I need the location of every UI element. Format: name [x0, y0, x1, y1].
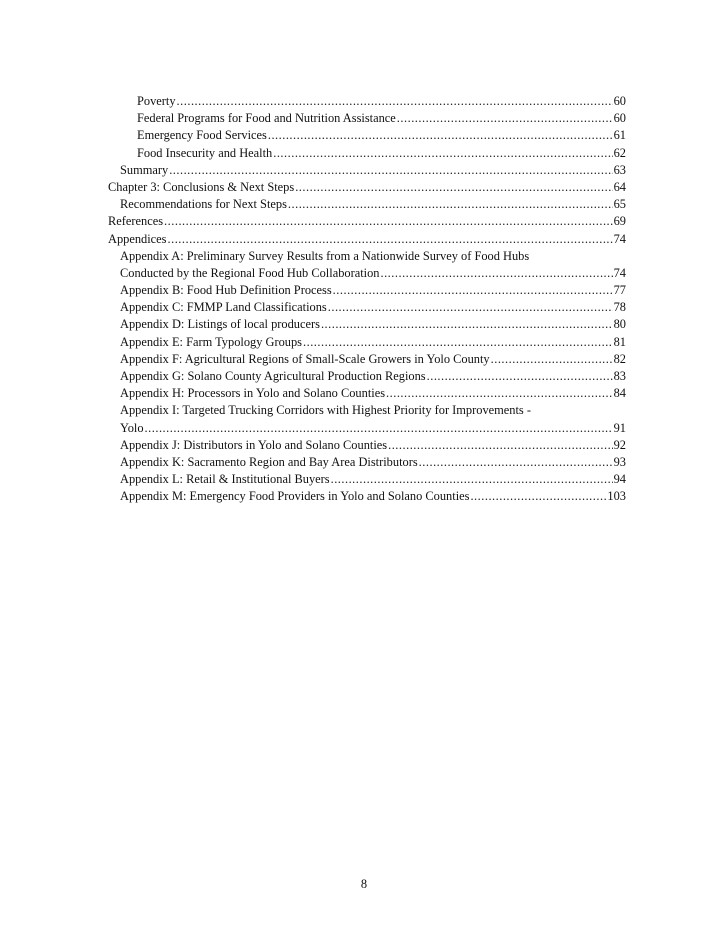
toc-entry-label: Appendix G: Solano County Agricultural Production Regions [120, 369, 426, 383]
dot-leader [168, 231, 613, 248]
toc-entry[interactable] [108, 93, 626, 110]
page-number: 8 [360, 877, 368, 891]
toc-entry-page: 77 [613, 283, 626, 298]
dot-leader [288, 196, 613, 213]
toc-entry[interactable] [108, 351, 626, 368]
toc-entry-page: 103 [607, 489, 626, 504]
dot-leader [145, 420, 613, 437]
toc-entry-page: 93 [613, 454, 626, 469]
toc-entry[interactable] [108, 110, 626, 127]
dot-leader [177, 93, 613, 110]
toc-entry-label: Recommendations for Next Steps [120, 197, 287, 212]
toc-entry-page: 82 [613, 351, 626, 366]
toc-entry-page: 78 [613, 300, 626, 315]
toc-entry[interactable] [108, 471, 626, 488]
toc-entry[interactable] [108, 368, 626, 385]
toc-entry-label: Appendices [108, 231, 167, 246]
toc-entry[interactable] [108, 213, 626, 230]
dot-leader [419, 454, 613, 471]
toc-entry[interactable] [108, 145, 626, 162]
toc-entry-label: Appendix B: Food Hub Definition Process [120, 283, 332, 298]
toc-entry[interactable] [108, 231, 626, 248]
toc-entry-page: 60 [613, 111, 626, 126]
toc-entry-label: Conducted by the Regional Food Hub Collaboration [120, 265, 380, 280]
toc-entry[interactable] [108, 488, 626, 505]
toc-entry-page: 92 [613, 437, 626, 452]
toc-entry-label: Appendix L: Retail & Institutional Buyers [120, 472, 330, 487]
dot-leader [169, 162, 612, 179]
dot-leader [333, 282, 613, 299]
toc-entry-label: Appendix F: Agricultural Regions of Small-Scale Growers in Yolo County [120, 351, 490, 366]
toc-entry-page: 80 [613, 317, 626, 332]
toc-entry[interactable] [108, 162, 626, 179]
toc-entry[interactable] [108, 127, 626, 144]
toc-entry-page: 91 [613, 420, 626, 435]
toc-entry[interactable] [108, 299, 626, 316]
toc-entry[interactable] [108, 179, 626, 196]
toc-entry-first-line[interactable] [108, 248, 626, 265]
toc-entry-label: Poverty [137, 94, 176, 108]
dot-leader [427, 368, 613, 385]
toc-entry[interactable] [108, 454, 626, 471]
toc-entry-label: Appendix D: Listings of local producers [120, 317, 320, 332]
toc-entry-label: Appendix I: Targeted Trucking Corridors with Highest Priority for Improvements - [120, 403, 531, 418]
toc-entry[interactable] [108, 196, 626, 213]
toc-entry-page: 84 [613, 386, 626, 401]
toc-entry-page: 60 [613, 94, 626, 108]
toc-entry[interactable] [108, 385, 626, 402]
toc-entry-page: 61 [613, 128, 626, 143]
toc-entry-label: Yolo [120, 420, 144, 435]
toc-entry-page: 69 [613, 214, 626, 229]
dot-leader [397, 110, 613, 127]
dot-leader [386, 385, 613, 402]
toc-entry-label: Appendix M: Emergency Food Providers in Yolo and Solano Counties [120, 489, 470, 504]
toc-entry-page: 62 [613, 145, 626, 160]
toc-entry-page: 65 [613, 197, 626, 212]
toc-entry-label: Appendix H: Processors in Yolo and Solano Counties [120, 386, 386, 401]
toc-entry-first-line[interactable] [108, 402, 626, 419]
toc-entry-label: Food Insecurity and Health [137, 145, 273, 160]
toc-entry-page: 83 [613, 369, 626, 383]
toc-entry-page: 81 [613, 334, 626, 349]
dot-leader [268, 127, 613, 144]
toc-entry[interactable] [108, 437, 626, 454]
toc-entry[interactable] [108, 282, 626, 299]
dot-leader [388, 437, 613, 454]
toc-entry-page: 64 [613, 179, 626, 194]
dot-leader [328, 299, 613, 316]
toc-entry-label: Chapter 3: Conclusions & Next Steps [108, 179, 295, 194]
dot-leader [331, 471, 613, 488]
toc-entry-page: 74 [613, 231, 626, 246]
dot-leader [164, 213, 613, 230]
toc-entry-label: Federal Programs for Food and Nutrition Assistance [137, 111, 396, 126]
toc-entry-page: 74 [613, 265, 626, 280]
dot-leader [303, 334, 613, 351]
dot-leader [321, 316, 613, 333]
toc-entry-page: 63 [613, 162, 626, 177]
toc-entry-page: 94 [613, 472, 626, 487]
toc-entry-label: Appendix C: FMMP Land Classifications [120, 300, 327, 315]
toc-entry-label: Appendix A: Preliminary Survey Results from a Nationwide Survey of Food Hubs [120, 248, 530, 263]
dot-leader [380, 265, 612, 282]
toc-entry[interactable] [108, 420, 626, 437]
dot-leader [273, 145, 612, 162]
dot-leader [491, 351, 613, 368]
toc-entry[interactable] [108, 334, 626, 351]
toc-entry-label: Appendix K: Sacramento Region and Bay Area Distributors [120, 454, 418, 469]
table-of-contents [108, 93, 626, 506]
toc-entry-label: Appendix E: Farm Typology Groups [120, 334, 302, 349]
toc-entry[interactable] [108, 265, 626, 282]
toc-entry-label: Summary [120, 162, 169, 177]
dot-leader [295, 179, 612, 196]
dot-leader [470, 488, 606, 505]
toc-entry-label: References [108, 214, 164, 229]
toc-entry-label: Appendix J: Distributors in Yolo and Solano Counties [120, 437, 388, 452]
toc-entry[interactable] [108, 316, 626, 333]
toc-entry-label: Emergency Food Services [137, 128, 267, 143]
